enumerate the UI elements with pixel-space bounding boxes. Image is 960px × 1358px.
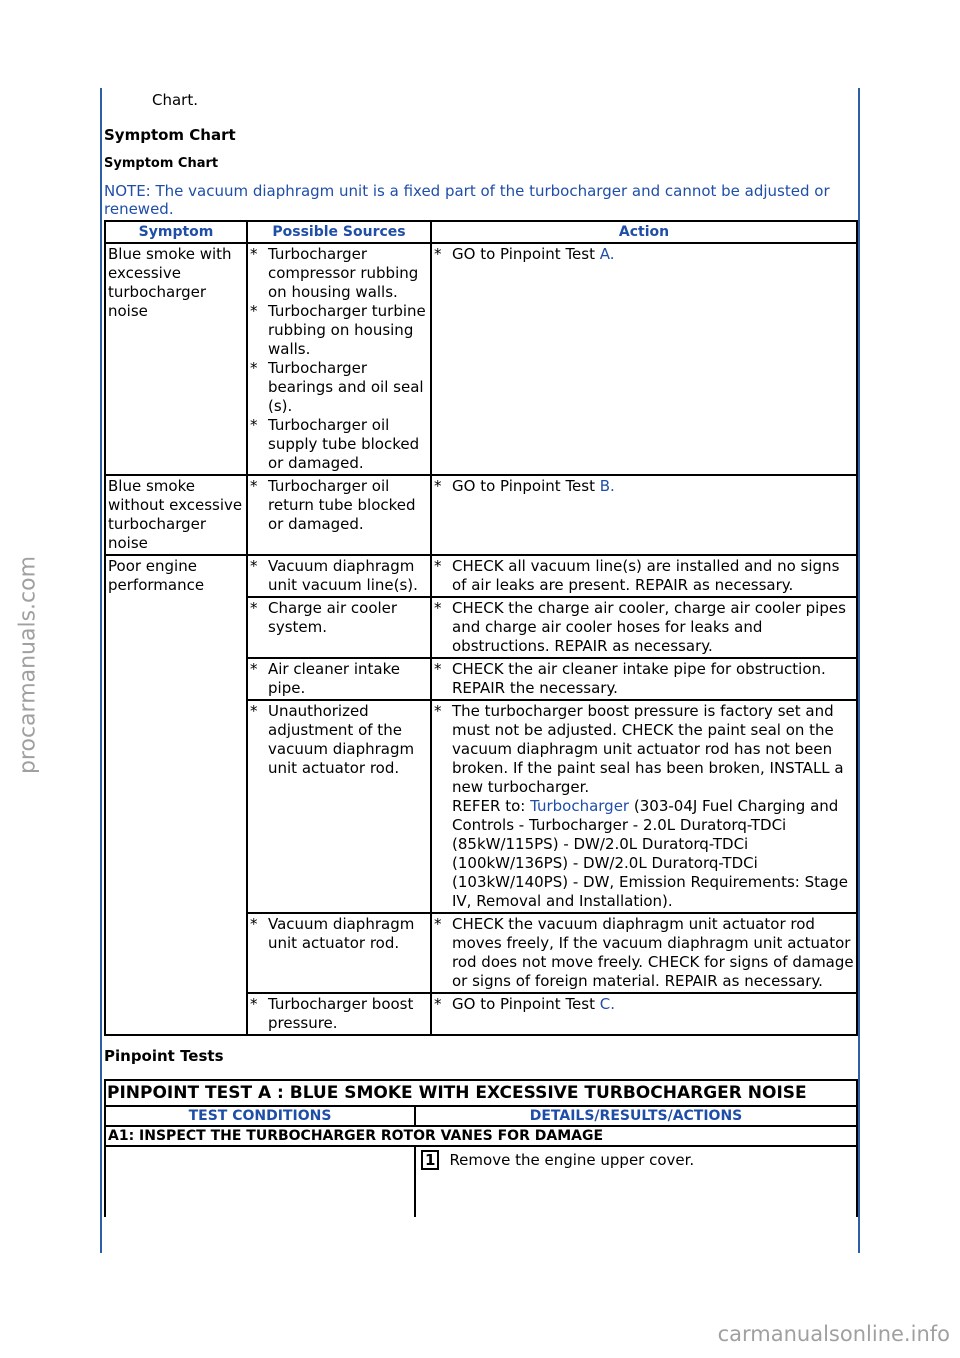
- source-item: * Charge air cooler system.: [250, 599, 398, 636]
- bullet-star: *: [250, 702, 258, 720]
- turbocharger-link[interactable]: Turbocharger: [530, 797, 630, 815]
- bullet-star: *: [434, 915, 442, 933]
- bottom-watermark: carmanualsonline.info: [717, 1322, 950, 1346]
- section-heading: Symptom Chart: [104, 126, 236, 144]
- test-conditions-cell: [105, 1146, 415, 1217]
- bullet-star: *: [250, 302, 258, 320]
- table-row: [105, 475, 857, 555]
- action-cell: * CHECK all vacuum line(s) are installed and no signs of air leaks are present. REPAIR as necessary.: [431, 555, 857, 597]
- bullet-star: *: [250, 660, 258, 678]
- left-margin-rule: [100, 88, 102, 1253]
- sources-cell: [247, 658, 431, 700]
- side-watermark-text: procarmanuals.com: [15, 555, 41, 775]
- header-action: Action: [431, 221, 857, 243]
- pinpoint-test-b-link[interactable]: B: [599, 477, 611, 495]
- bullet-star: *: [434, 995, 442, 1013]
- header-details-results-actions: DETAILS/RESULTS/ACTIONS: [415, 1106, 857, 1126]
- source-item: * Turbocharger bearings and oil seal (s).: [250, 359, 424, 415]
- source-item: * Turbocharger boost pressure.: [250, 995, 414, 1032]
- action-cell: * GO to Pinpoint Test C.: [431, 993, 857, 1035]
- bullet-star: *: [250, 557, 258, 575]
- step-heading: A1: INSPECT THE TURBOCHARGER ROTOR VANES FOR DAMAGE: [105, 1126, 857, 1146]
- bullet-star: *: [250, 359, 258, 377]
- sources-cell: [247, 243, 431, 475]
- action-cell: * The turbocharger boost pressure is factory set and must not be adjusted. CHECK the paint seal on the vacuum diaphragm unit actuator rod has not been broken. If the paint seal has been broken, INSTALL a new turbocharger. REFER to: Turbocharger (303-04J Fuel Charging and Controls - Turbocharger - 2.0L Duratorq-TDCi (85kW/115PS) - DW/2.0L Duratorq-TDCi (100kW/136PS) - DW/2.0L Duratorq-TDCi (103kW/140PS) - DW, Emission Requirements: Stage IV, Removal and Installation).: [431, 700, 857, 913]
- header-possible-sources: Possible Sources: [247, 221, 431, 243]
- pinpoint-test-table: [104, 1079, 858, 1217]
- sources-cell: [247, 913, 431, 993]
- source-item: * Turbocharger oil return tube blocked or damaged.: [250, 477, 416, 533]
- sources-cell: [247, 555, 431, 597]
- bullet-star: *: [434, 599, 442, 617]
- source-item: * Turbocharger turbine rubbing on housing walls.: [250, 302, 426, 358]
- sources-cell: [247, 597, 431, 658]
- step-number-badge: 1: [421, 1150, 439, 1170]
- bullet-star: *: [250, 599, 258, 617]
- pinpoint-test-title: PINPOINT TEST A : BLUE SMOKE WITH EXCESSIVE TURBOCHARGER NOISE: [105, 1080, 857, 1106]
- action-cell: * CHECK the charge air cooler, charge air cooler pipes and charge air cooler hoses for leaks and obstructions. REPAIR as necessary.: [431, 597, 857, 658]
- symptom-cell: Poor engine performance: [105, 555, 247, 1035]
- header-symptom: Symptom: [105, 221, 247, 243]
- bullet-star: *: [434, 660, 442, 678]
- symptom-cell: Blue smoke without excessive turbocharger noise: [105, 475, 247, 555]
- bullet-star: *: [434, 477, 442, 495]
- source-item: * Air cleaner intake pipe.: [250, 660, 400, 697]
- bullet-star: *: [434, 702, 442, 720]
- symptom-table: [104, 220, 858, 1036]
- source-item: * Vacuum diaphragm unit vacuum line(s).: [250, 557, 418, 594]
- pinpoint-tests-heading: Pinpoint Tests: [104, 1047, 224, 1065]
- table-row: [105, 555, 857, 597]
- details-cell: [415, 1146, 857, 1217]
- action-cell: * GO to Pinpoint Test A.: [431, 243, 857, 475]
- source-item: * Turbocharger oil supply tube blocked or damaged.: [250, 416, 420, 472]
- sources-cell: [247, 475, 431, 555]
- header-test-conditions: TEST CONDITIONS: [105, 1106, 415, 1126]
- action-cell: * GO to Pinpoint Test B.: [431, 475, 857, 555]
- bullet-star: *: [250, 416, 258, 434]
- action-cell: * CHECK the air cleaner intake pipe for obstruction. REPAIR the necessary.: [431, 658, 857, 700]
- bullet-star: *: [250, 915, 258, 933]
- page-content: [104, 88, 856, 1217]
- pinpoint-test-c-link[interactable]: C: [599, 995, 611, 1013]
- continued-text: Chart.: [152, 91, 198, 109]
- sources-cell: [247, 993, 431, 1035]
- source-item: * Turbocharger compressor rubbing on housing walls.: [250, 245, 419, 301]
- action-cell: * CHECK the vacuum diaphragm unit actuator rod moves freely, If the vacuum diaphragm unit actuator rod does not move freely. CHECK for signs of damage or signs of foreign material. REPAIR as necessary.: [431, 913, 857, 993]
- bullet-star: *: [250, 995, 258, 1013]
- bullet-star: *: [250, 245, 258, 263]
- sources-cell: [247, 700, 431, 913]
- step-text: Remove the engine upper cover.: [449, 1151, 695, 1169]
- pinpoint-test-a-link[interactable]: A: [599, 245, 610, 263]
- source-item: * Vacuum diaphragm unit actuator rod.: [250, 915, 415, 952]
- table-row: [105, 243, 857, 475]
- bullet-star: *: [434, 245, 442, 263]
- source-item: * Unauthorized adjustment of the vacuum diaphragm unit actuator rod.: [250, 702, 415, 777]
- symptom-cell: Blue smoke with excessive turbocharger noise: [105, 243, 247, 475]
- symptom-table-header: [105, 221, 857, 243]
- table-heading: Symptom Chart: [104, 156, 219, 171]
- note-text: NOTE: The vacuum diaphragm unit is a fixed part of the turbocharger and cannot be adjusted or renewed.: [104, 182, 830, 218]
- bullet-star: *: [250, 477, 258, 495]
- side-watermark: [8, 540, 48, 790]
- bullet-star: *: [434, 557, 442, 575]
- right-margin-rule: [858, 88, 860, 1253]
